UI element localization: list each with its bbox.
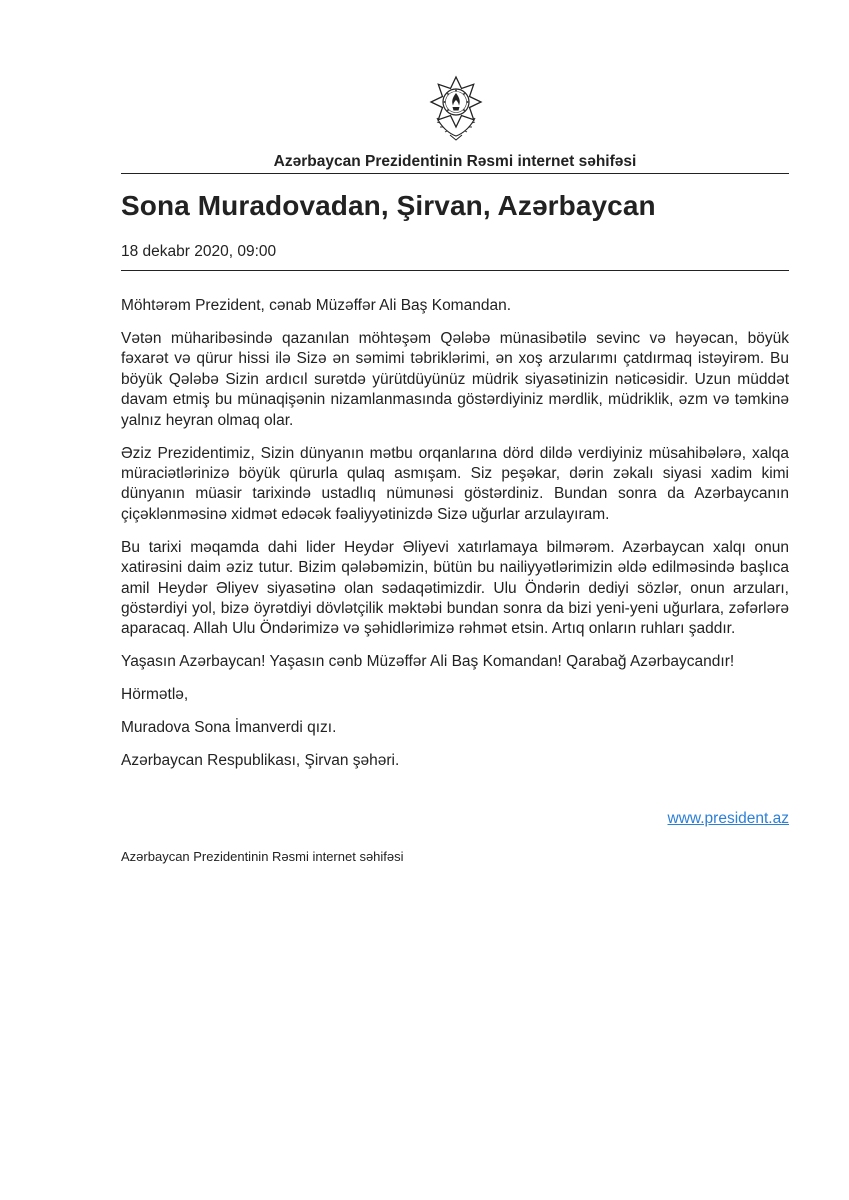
article-body <box>121 296 789 784</box>
article-title: Sona Muradovadan, Şirvan, Azərbaycan <box>121 190 656 221</box>
president-site-link[interactable]: www.president.az <box>667 810 789 827</box>
closing-line: Hörmətlə, <box>121 686 189 704</box>
article-date: 18 dekabr 2020, 09:00 <box>121 243 277 260</box>
site-title: Azərbaycan Prezidentinin Rəsmi internet səhifəsi <box>273 153 637 170</box>
article-paragraph: Vətən müharibəsində qazanılan möhtəşəm Qələbə münasibətilə sevinc və həyəcan, böyük fəxarət və qürur hissi ilə Sizə ən səmimi təbriklərimi, ən xoş arzularımı çatdırmaq istəyirəm. Bu böyük Qələbə Sizin ardıcıl surətdə yürütdüyünüz müdrik siyasətinizin nəticəsidir. Uzun müddət davam etmiş bu münaqişənin nizamlanmasında göstərdiyiniz mərdlik, müdriklik, əzm və təmkinə yalnız heyran olmaq olar. <box>121 330 789 429</box>
page-footer: Azərbaycan Prezidentinin Rəsmi internet səhifəsi <box>121 849 404 864</box>
article-paragraph: Bu tarixi məqamda dahi lider Heydər Əliyevi xatırlamaya bilmərəm. Azərbaycan xalqı onun xatirəsini daim əziz tutur. Bizim qələbəmizin, bütün bu nailiyyətlərimizin əldə edilməsində başlıca amil Heydər Əliyev siyasətinə olan sədaqətimizdir. Ulu Öndərin dediyi sözlər, onun arzuları, göstərdiyi yol, bizə öyrətdiyi dövlətçilik məktəbi bundan sonra da bizi yeni-yeni uğurlara, zəfərlərə aparacaq. Allah Ulu Öndərimizə və şəhidlərimizə rəhmət etsin. Artıq onların ruhları şaddır. <box>121 538 789 638</box>
title-divider <box>121 270 789 271</box>
azerbaijan-state-emblem-icon <box>428 74 484 144</box>
header-divider <box>121 173 789 174</box>
article-paragraph: Yaşasın Azərbaycan! Yaşasın cənb Müzəffər Ali Baş Komandan! Qarabağ Azərbaycandır! <box>121 653 735 671</box>
article-paragraph: Möhtərəm Prezident, cənab Müzəffər Ali Baş Komandan. <box>121 297 512 314</box>
author-name: Muradova Sona İmanverdi qızı. <box>121 719 337 737</box>
author-location: Azərbaycan Respublikası, Şirvan şəhəri. <box>121 752 400 770</box>
article-paragraph: Əziz Prezidentimiz, Sizin dünyanın mətbu orqanlarına dörd dildə verdiyiniz müsahibələrə, xalqa müraciətlərinizə böyük qürurla qulaq asmışam. Siz peşəkar, dərin zəkalı siyasi xadim kimi dünyanın müasir tarixində ustadlıq nümunəsi göstərdiniz. Bundan sonra da Azərbaycanın çiçəklənməsinə xidmət edəcək fəaliyyətinizdə Sizə uğurlar arzulayıram. <box>121 444 789 523</box>
